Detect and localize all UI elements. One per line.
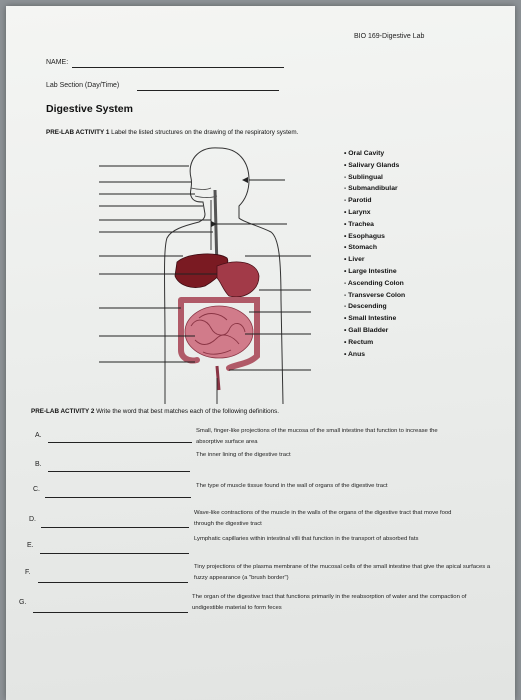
structure-item: • Salivary Glands bbox=[344, 161, 400, 169]
item-letter-b: B. bbox=[35, 461, 42, 468]
page-title: Digestive System bbox=[46, 103, 133, 115]
structure-item: • Large Intestine bbox=[344, 267, 397, 275]
definition-e: Lymphatic capillaries within intestinal villi that function in the transport of absorbed fats bbox=[194, 536, 419, 542]
structure-item: • Small Intestine bbox=[344, 315, 397, 323]
definition-c: The type of muscle tissue found in the wall of organs of the digestive tract bbox=[196, 483, 388, 489]
lab-section-field[interactable] bbox=[137, 90, 279, 91]
definition-g: The organ of the digestive tract that functions primarily in the reabsorption of water and the compaction of undigestible material to form feces bbox=[192, 594, 467, 612]
item-letter-d: D. bbox=[29, 516, 36, 523]
structure-item: • Larynx bbox=[344, 208, 371, 216]
digestive-system-diagram bbox=[99, 140, 329, 404]
structure-item: - Descending bbox=[344, 303, 387, 311]
name-field[interactable] bbox=[72, 67, 284, 68]
structure-item: • Rectum bbox=[344, 338, 374, 346]
structure-item: • Oral Cavity bbox=[344, 150, 385, 157]
structure-item: • Trachea bbox=[344, 220, 374, 228]
answer-field-b[interactable] bbox=[48, 471, 190, 472]
activity2-heading: PRE-LAB ACTIVITY 2 bbox=[31, 408, 95, 415]
item-letter-e: E. bbox=[27, 542, 34, 549]
item-letter-c: C. bbox=[33, 486, 40, 493]
item-letter-f: F. bbox=[25, 569, 31, 576]
structure-item: - Sublingual bbox=[344, 173, 383, 181]
structure-item: - Submandibular bbox=[344, 185, 398, 193]
activity1-heading: PRE-LAB ACTIVITY 1 bbox=[46, 129, 110, 136]
name-label: NAME: bbox=[46, 59, 69, 66]
answer-field-f[interactable] bbox=[38, 582, 188, 583]
activity2-instructions bbox=[31, 408, 279, 415]
answer-field-a[interactable] bbox=[48, 442, 192, 443]
activity1-instructions bbox=[46, 129, 298, 136]
definition-a: Small, finger-like projections of the mucosa of the small intestine that function to increase the absorptive surface area bbox=[196, 428, 438, 446]
structure-item: • Stomach bbox=[344, 244, 377, 252]
item-letter-a: A. bbox=[35, 432, 42, 439]
definition-b: The inner lining of the digestive tract bbox=[196, 452, 291, 458]
structure-list bbox=[344, 148, 405, 360]
structure-item: - Transverse Colon bbox=[344, 291, 406, 299]
course-header: BIO 169-Digestive Lab bbox=[354, 33, 425, 40]
answer-field-c[interactable] bbox=[45, 497, 191, 498]
structure-item: - Ascending Colon bbox=[344, 279, 404, 287]
lab-section-label: Lab Section (Day/Time) bbox=[46, 82, 120, 89]
definition-f: Tiny projections of the plasma membrane of the mucosal cells of the small intestine that give the apical surfaces a fuzzy appearance (a "brush border") bbox=[194, 564, 491, 582]
activity1-text: Label the listed structures on the drawing of the respiratory system. bbox=[109, 129, 299, 136]
answer-field-e[interactable] bbox=[40, 553, 189, 554]
structure-item: • Liver bbox=[344, 256, 365, 264]
worksheet-page bbox=[6, 6, 515, 700]
structure-item: • Anus bbox=[344, 350, 366, 358]
definition-d: Wave-like contractions of the muscle in the walls of the organs of the digestive tract that move food through the digestive tract bbox=[194, 510, 452, 528]
item-letter-g: G. bbox=[19, 599, 27, 606]
structure-item: - Parotid bbox=[344, 197, 372, 205]
activity2-text: Write the word that best matches each of the following definitions. bbox=[94, 408, 280, 415]
answer-field-d[interactable] bbox=[41, 527, 189, 528]
structure-item: • Gall Bladder bbox=[344, 326, 389, 334]
structure-item: • Esophagus bbox=[344, 232, 385, 240]
answer-field-g[interactable] bbox=[33, 612, 188, 613]
